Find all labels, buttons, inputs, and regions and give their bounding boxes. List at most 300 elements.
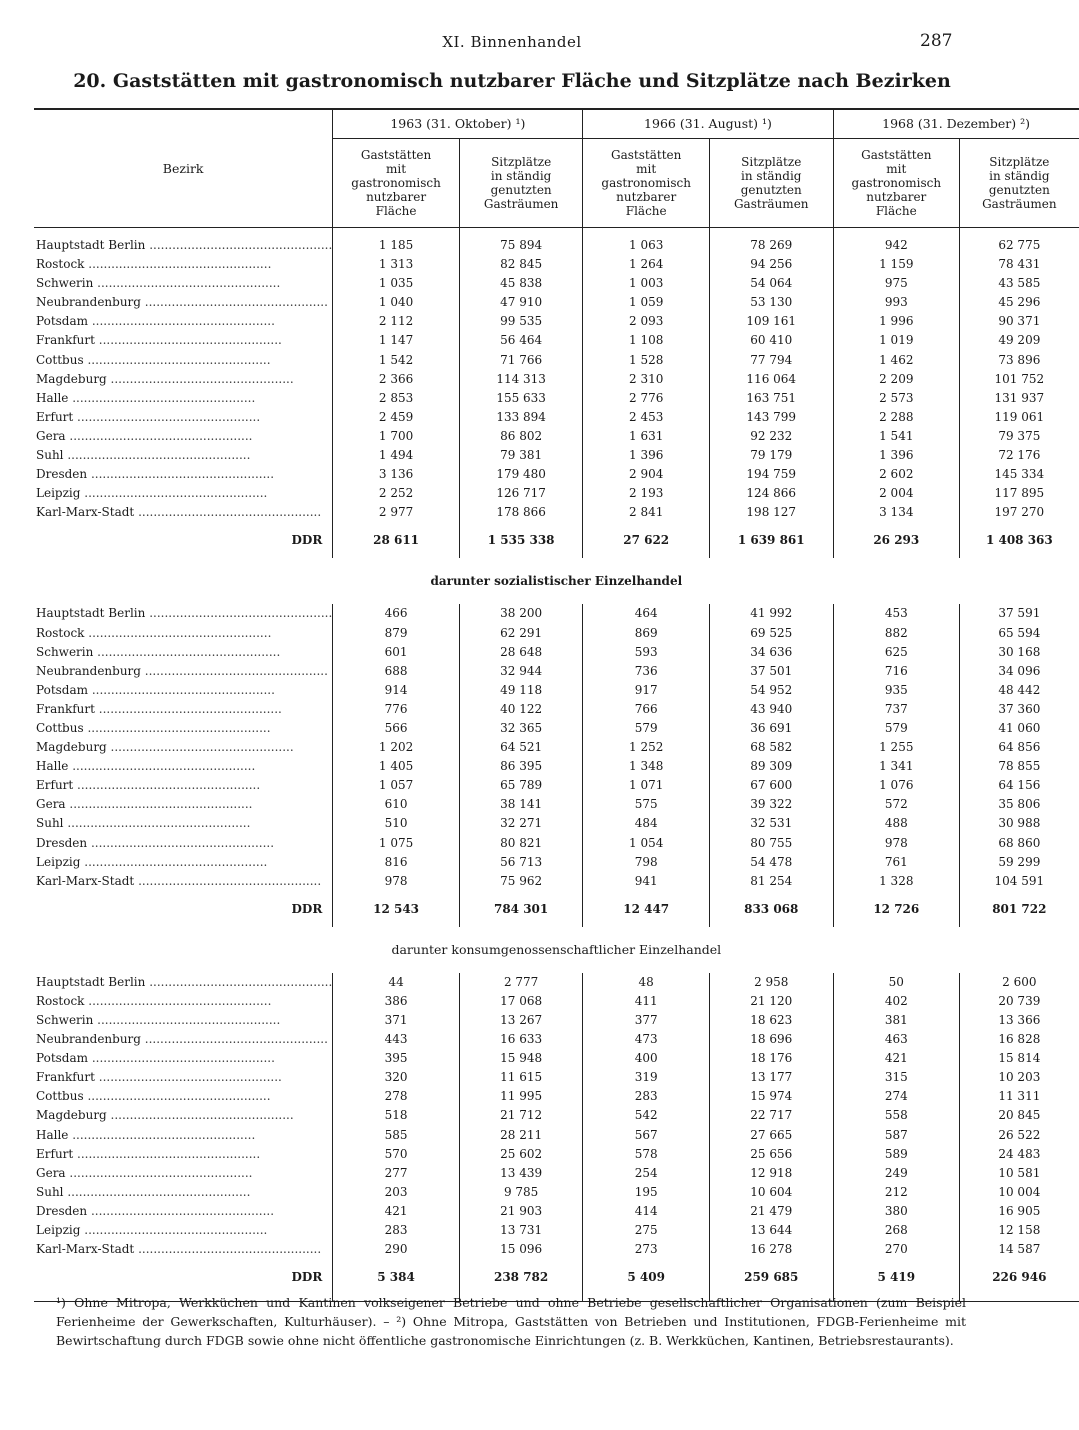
bezirk-cell xyxy=(34,1106,333,1125)
value-cell: 254 xyxy=(583,1164,710,1183)
value-cell: 35 806 xyxy=(960,795,1079,814)
bezirk-cell xyxy=(34,351,333,370)
total-value-cell: 238 782 xyxy=(459,1259,583,1295)
value-cell: 17 068 xyxy=(459,992,583,1011)
value-cell: 89 309 xyxy=(709,757,833,776)
leader-dots: ................................................ xyxy=(106,1108,294,1123)
value-cell: 13 267 xyxy=(459,1011,583,1030)
bezirk-cell xyxy=(34,814,333,833)
bezirk-cell xyxy=(34,757,333,776)
value-cell: 131 937 xyxy=(960,389,1079,408)
table-row xyxy=(34,1183,1079,1202)
bezirk-name: Suhl xyxy=(36,1184,64,1199)
value-cell: 1 076 xyxy=(833,776,960,795)
bezirk-name: Magdeburg xyxy=(36,371,107,386)
leader-dots: ................................................ xyxy=(106,371,294,386)
value-cell: 610 xyxy=(333,795,460,814)
value-cell: 20 845 xyxy=(960,1106,1079,1125)
table-row xyxy=(34,503,1079,522)
year-header-1968: 1968 (31. Dezember) ²) xyxy=(833,109,1079,139)
value-cell: 1 071 xyxy=(583,776,710,795)
value-cell: 381 xyxy=(833,1011,960,1030)
bezirk-name: Schwerin xyxy=(36,1013,94,1027)
value-cell: 1 405 xyxy=(333,757,460,776)
bezirk-name: Cottbus xyxy=(36,720,84,735)
value-cell: 195 xyxy=(583,1183,710,1202)
bezirk-name: Rostock xyxy=(36,257,85,272)
gaststaetten-header-1966: Gaststätten mit gastronomisch nutzbarer Fläche xyxy=(583,139,710,228)
value-cell: 1 003 xyxy=(583,274,710,293)
total-value-cell: 28 611 xyxy=(333,522,460,558)
bezirk-cell xyxy=(34,1183,333,1202)
value-cell: 77 794 xyxy=(709,351,833,370)
value-cell: 75 962 xyxy=(459,872,583,891)
value-cell: 1 075 xyxy=(333,834,460,853)
leader-dots: ................................................ xyxy=(93,644,281,659)
page-number: 287 xyxy=(920,31,953,51)
total-value-cell: 801 722 xyxy=(960,891,1079,927)
value-cell: 1 147 xyxy=(333,331,460,350)
bezirk-name: Erfurt xyxy=(36,778,74,793)
leader-dots: ................................................ xyxy=(84,625,272,640)
value-cell: 78 269 xyxy=(709,236,833,255)
value-cell: 1 040 xyxy=(333,293,460,312)
value-cell: 1 462 xyxy=(833,351,960,370)
bezirk-cell xyxy=(34,1202,333,1221)
bezirk-cell xyxy=(34,700,333,719)
value-cell: 48 xyxy=(583,973,710,992)
value-cell: 798 xyxy=(583,853,710,872)
value-cell: 13 644 xyxy=(709,1221,833,1240)
value-cell: 82 845 xyxy=(459,255,583,274)
value-cell: 49 209 xyxy=(960,331,1079,350)
leader-dots: ................................................ xyxy=(145,606,333,621)
table-row xyxy=(34,1126,1079,1145)
leader-dots: ................................................ xyxy=(93,276,281,291)
value-cell: 41 992 xyxy=(709,604,833,623)
value-cell: 71 766 xyxy=(459,351,583,370)
bezirk-cell xyxy=(34,1068,333,1087)
value-cell: 32 365 xyxy=(459,719,583,738)
bezirk-cell xyxy=(34,236,333,255)
value-cell: 400 xyxy=(583,1049,710,1068)
value-cell: 463 xyxy=(833,1030,960,1049)
value-cell: 36 691 xyxy=(709,719,833,738)
value-cell: 54 064 xyxy=(709,274,833,293)
value-cell: 20 739 xyxy=(960,992,1079,1011)
bezirk-name: Dresden xyxy=(36,467,88,482)
value-cell: 395 xyxy=(333,1049,460,1068)
value-cell: 99 535 xyxy=(459,312,583,331)
bezirk-name: Hauptstadt Berlin xyxy=(36,606,146,621)
bezirk-name: Gera xyxy=(36,1165,66,1180)
bezirk-name: Potsdam xyxy=(36,1051,89,1066)
bezirk-name: Suhl xyxy=(36,816,64,831)
value-cell: 37 591 xyxy=(960,604,1079,623)
leader-dots: ................................................ xyxy=(63,816,251,831)
table-row xyxy=(34,236,1079,255)
bezirk-name: Neubrandenburg xyxy=(36,1032,141,1047)
value-cell: 68 582 xyxy=(709,738,833,757)
value-cell: 1 328 xyxy=(833,872,960,891)
value-cell: 2 777 xyxy=(459,973,583,992)
value-cell: 11 615 xyxy=(459,1068,583,1087)
bezirk-cell xyxy=(34,503,333,522)
value-cell: 40 122 xyxy=(459,700,583,719)
value-cell: 24 483 xyxy=(960,1145,1079,1164)
leader-dots: ................................................ xyxy=(94,1070,282,1085)
value-cell: 2 958 xyxy=(709,973,833,992)
value-cell: 414 xyxy=(583,1202,710,1221)
bezirk-cell xyxy=(34,427,333,446)
value-cell: 567 xyxy=(583,1126,710,1145)
leader-dots: ................................................ xyxy=(83,720,271,735)
section-heading-row xyxy=(34,927,1079,973)
bezirk-cell xyxy=(34,834,333,853)
value-cell: 126 717 xyxy=(459,484,583,503)
total-value-cell: 259 685 xyxy=(709,1259,833,1295)
value-cell: 92 232 xyxy=(709,427,833,446)
table-row xyxy=(34,738,1079,757)
value-cell: 30 988 xyxy=(960,814,1079,833)
value-cell: 9 785 xyxy=(459,1183,583,1202)
value-cell: 203 xyxy=(333,1183,460,1202)
bezirk-cell xyxy=(34,465,333,484)
value-cell: 43 585 xyxy=(960,274,1079,293)
value-cell: 1 494 xyxy=(333,446,460,465)
table-row xyxy=(34,293,1079,312)
value-cell: 1 255 xyxy=(833,738,960,757)
bezirk-column-header: Bezirk xyxy=(34,109,333,228)
value-cell: 10 203 xyxy=(960,1068,1079,1087)
leader-dots: ................................................ xyxy=(140,1032,328,1047)
bezirk-name: Erfurt xyxy=(36,409,74,424)
leader-dots: ................................................ xyxy=(106,740,294,755)
value-cell: 68 860 xyxy=(960,834,1079,853)
total-label: DDR xyxy=(291,533,323,548)
table-row xyxy=(34,719,1079,738)
value-cell: 2 453 xyxy=(583,408,710,427)
total-value-cell: 12 447 xyxy=(583,891,710,927)
value-cell: 1 159 xyxy=(833,255,960,274)
value-cell: 114 313 xyxy=(459,370,583,389)
bezirk-cell xyxy=(34,274,333,293)
leader-dots: ................................................ xyxy=(83,1089,271,1104)
value-cell: 43 940 xyxy=(709,700,833,719)
value-cell: 1 108 xyxy=(583,331,710,350)
leader-dots: ................................................ xyxy=(83,352,271,367)
value-cell: 65 789 xyxy=(459,776,583,795)
value-cell: 716 xyxy=(833,662,960,681)
value-cell: 1 264 xyxy=(583,255,710,274)
bezirk-name: Schwerin xyxy=(36,644,94,659)
value-cell: 3 136 xyxy=(333,465,460,484)
value-cell: 978 xyxy=(833,834,960,853)
leader-dots: ................................................ xyxy=(134,505,322,520)
table-row xyxy=(34,1011,1079,1030)
value-cell: 421 xyxy=(833,1049,960,1068)
leader-dots: ................................................ xyxy=(73,778,261,793)
value-cell: 10 004 xyxy=(960,1183,1079,1202)
leader-dots: ................................................ xyxy=(73,409,261,424)
value-cell: 198 127 xyxy=(709,503,833,522)
value-cell: 2 366 xyxy=(333,370,460,389)
value-cell: 510 xyxy=(333,814,460,833)
value-cell: 64 856 xyxy=(960,738,1079,757)
leader-dots: ................................................ xyxy=(65,428,253,443)
value-cell: 319 xyxy=(583,1068,710,1087)
value-cell: 1 185 xyxy=(333,236,460,255)
value-cell: 736 xyxy=(583,662,710,681)
table-row xyxy=(34,465,1079,484)
value-cell: 133 894 xyxy=(459,408,583,427)
leader-dots: ................................................ xyxy=(68,1127,256,1142)
bezirk-cell xyxy=(34,776,333,795)
bezirk-cell xyxy=(34,1240,333,1259)
value-cell: 37 501 xyxy=(709,662,833,681)
table-row xyxy=(34,872,1079,891)
section-heading: darunter konsumgenossenschaftlicher Einzelhandel xyxy=(391,941,722,957)
bezirk-name: Potsdam xyxy=(36,314,89,329)
table-row xyxy=(34,427,1079,446)
bezirk-name: Cottbus xyxy=(36,352,84,367)
table-row xyxy=(34,814,1079,833)
bezirk-cell xyxy=(34,872,333,891)
leader-dots: ................................................ xyxy=(80,1223,268,1238)
value-cell: 62 775 xyxy=(960,236,1079,255)
value-cell: 579 xyxy=(833,719,960,738)
value-cell: 1 528 xyxy=(583,351,710,370)
bezirk-cell xyxy=(34,604,333,623)
value-cell: 2 004 xyxy=(833,484,960,503)
value-cell: 386 xyxy=(333,992,460,1011)
value-cell: 28 211 xyxy=(459,1126,583,1145)
end-cell xyxy=(960,1295,1079,1302)
value-cell: 2 193 xyxy=(583,484,710,503)
value-cell: 78 855 xyxy=(960,757,1079,776)
table-row xyxy=(34,255,1079,274)
table-row xyxy=(34,834,1079,853)
leader-dots: ................................................ xyxy=(94,333,282,348)
value-cell: 1 700 xyxy=(333,427,460,446)
value-cell: 13 439 xyxy=(459,1164,583,1183)
bezirk-name: Frankfurt xyxy=(36,701,95,716)
table-row xyxy=(34,624,1079,643)
value-cell: 2 112 xyxy=(333,312,460,331)
value-cell: 79 375 xyxy=(960,427,1079,446)
value-cell: 50 xyxy=(833,973,960,992)
value-cell: 283 xyxy=(333,1221,460,1240)
value-cell: 16 278 xyxy=(709,1240,833,1259)
bezirk-name: Frankfurt xyxy=(36,1070,95,1085)
value-cell: 25 656 xyxy=(709,1145,833,1164)
value-cell: 34 636 xyxy=(709,643,833,662)
total-value-cell: 12 726 xyxy=(833,891,960,927)
value-cell: 270 xyxy=(833,1240,960,1259)
value-cell: 1 063 xyxy=(583,236,710,255)
value-cell: 942 xyxy=(833,236,960,255)
total-value-cell: 1 535 338 xyxy=(459,522,583,558)
value-cell: 566 xyxy=(333,719,460,738)
bezirk-name: Neubrandenburg xyxy=(36,663,141,678)
table-row xyxy=(34,992,1079,1011)
value-cell: 935 xyxy=(833,681,960,700)
leader-dots: ................................................ xyxy=(63,1184,251,1199)
total-label: DDR xyxy=(291,901,323,916)
value-cell: 2 776 xyxy=(583,389,710,408)
spacer-cell xyxy=(34,228,333,237)
value-cell: 32 944 xyxy=(459,662,583,681)
bezirk-cell xyxy=(34,1221,333,1240)
value-cell: 163 751 xyxy=(709,389,833,408)
value-cell: 2 600 xyxy=(960,973,1079,992)
value-cell: 2 288 xyxy=(833,408,960,427)
value-cell: 18 696 xyxy=(709,1030,833,1049)
bezirk-name: Potsdam xyxy=(36,682,89,697)
bezirk-name: Frankfurt xyxy=(36,333,95,348)
value-cell: 21 903 xyxy=(459,1202,583,1221)
table-row xyxy=(34,408,1079,427)
bezirk-name: Halle xyxy=(36,1127,69,1142)
spacer-row xyxy=(34,228,1079,237)
table-row xyxy=(34,681,1079,700)
bezirk-name: Gera xyxy=(36,428,66,443)
bezirk-cell xyxy=(34,643,333,662)
value-cell: 2 841 xyxy=(583,503,710,522)
sitzplaetze-header-1968: Sitzplätze in ständig genutzten Gasträumen xyxy=(960,139,1079,228)
value-cell: 54 478 xyxy=(709,853,833,872)
bezirk-cell xyxy=(34,719,333,738)
value-cell: 18 623 xyxy=(709,1011,833,1030)
bezirk-name: Karl-Marx-Stadt xyxy=(36,505,135,520)
value-cell: 47 910 xyxy=(459,293,583,312)
table-row xyxy=(34,700,1079,719)
table-row xyxy=(34,1049,1079,1068)
value-cell: 72 176 xyxy=(960,446,1079,465)
value-cell: 44 xyxy=(333,973,460,992)
value-cell: 145 334 xyxy=(960,465,1079,484)
value-cell: 197 270 xyxy=(960,503,1079,522)
section-heading: darunter sozialistischer Einzelhandel xyxy=(430,574,683,589)
value-cell: 2 904 xyxy=(583,465,710,484)
value-cell: 2 252 xyxy=(333,484,460,503)
value-cell: 109 161 xyxy=(709,312,833,331)
table-row xyxy=(34,643,1079,662)
value-cell: 268 xyxy=(833,1221,960,1240)
value-cell: 15 974 xyxy=(709,1087,833,1106)
leader-dots: ................................................ xyxy=(88,682,275,697)
value-cell: 13 177 xyxy=(709,1068,833,1087)
table-row xyxy=(34,312,1079,331)
total-label: DDR xyxy=(291,1270,323,1285)
value-cell: 473 xyxy=(583,1030,710,1049)
gaststaetten-header-1968: Gaststätten mit gastronomisch nutzbarer Fläche xyxy=(833,139,960,228)
value-cell: 1 019 xyxy=(833,331,960,350)
value-cell: 882 xyxy=(833,624,960,643)
leader-dots: ................................................ xyxy=(65,797,253,812)
value-cell: 12 158 xyxy=(960,1221,1079,1240)
table-row xyxy=(34,662,1079,681)
value-cell: 16 828 xyxy=(960,1030,1079,1049)
value-cell: 484 xyxy=(583,814,710,833)
leader-dots: ................................................ xyxy=(134,1242,322,1257)
value-cell: 1 396 xyxy=(833,446,960,465)
value-cell: 2 977 xyxy=(333,503,460,522)
value-cell: 1 035 xyxy=(333,274,460,293)
total-value-cell: 226 946 xyxy=(960,1259,1079,1295)
bezirk-name: Gera xyxy=(36,797,66,812)
value-cell: 64 156 xyxy=(960,776,1079,795)
bezirk-cell xyxy=(34,738,333,757)
value-cell: 589 xyxy=(833,1145,960,1164)
leader-dots: ................................................ xyxy=(140,663,328,678)
value-cell: 178 866 xyxy=(459,503,583,522)
value-cell: 124 866 xyxy=(709,484,833,503)
value-cell: 12 918 xyxy=(709,1164,833,1183)
bezirk-name: Schwerin xyxy=(36,276,94,291)
value-cell: 766 xyxy=(583,700,710,719)
leader-dots: ................................................ xyxy=(134,873,322,888)
bezirk-cell xyxy=(34,681,333,700)
value-cell: 761 xyxy=(833,853,960,872)
leader-dots: ................................................ xyxy=(68,759,256,774)
value-cell: 380 xyxy=(833,1202,960,1221)
value-cell: 101 752 xyxy=(960,370,1079,389)
total-value-cell: 26 293 xyxy=(833,522,960,558)
table-row xyxy=(34,351,1079,370)
value-cell: 1 542 xyxy=(333,351,460,370)
value-cell: 79 179 xyxy=(709,446,833,465)
value-cell: 45 296 xyxy=(960,293,1079,312)
value-cell: 75 894 xyxy=(459,236,583,255)
value-cell: 1 341 xyxy=(833,757,960,776)
total-row xyxy=(34,891,1079,927)
bezirk-cell xyxy=(34,1087,333,1106)
value-cell: 48 442 xyxy=(960,681,1079,700)
bezirk-name: Rostock xyxy=(36,993,85,1008)
bezirk-cell xyxy=(34,992,333,1011)
value-cell: 90 371 xyxy=(960,312,1079,331)
value-cell: 13 731 xyxy=(459,1221,583,1240)
value-cell: 80 821 xyxy=(459,834,583,853)
value-cell: 212 xyxy=(833,1183,960,1202)
value-cell: 978 xyxy=(333,872,460,891)
value-cell: 993 xyxy=(833,293,960,312)
value-cell: 38 141 xyxy=(459,795,583,814)
bezirk-name: Halle xyxy=(36,759,69,774)
value-cell: 371 xyxy=(333,1011,460,1030)
bezirk-cell xyxy=(34,331,333,350)
value-cell: 104 591 xyxy=(960,872,1079,891)
bezirk-name: Dresden xyxy=(36,835,88,850)
value-cell: 869 xyxy=(583,624,710,643)
value-cell: 194 759 xyxy=(709,465,833,484)
table-row xyxy=(34,795,1079,814)
value-cell: 16 633 xyxy=(459,1030,583,1049)
value-cell: 2 573 xyxy=(833,389,960,408)
table-row xyxy=(34,1164,1079,1183)
table-row xyxy=(34,757,1079,776)
table-body xyxy=(34,228,1079,1302)
bezirk-cell xyxy=(34,1049,333,1068)
value-cell: 518 xyxy=(333,1106,460,1125)
total-value-cell: 27 622 xyxy=(583,522,710,558)
year-header-1963: 1963 (31. Oktober) ¹) xyxy=(333,109,583,139)
value-cell: 941 xyxy=(583,872,710,891)
value-cell: 975 xyxy=(833,274,960,293)
value-cell: 41 060 xyxy=(960,719,1079,738)
bezirk-name: Leipzig xyxy=(36,486,81,501)
